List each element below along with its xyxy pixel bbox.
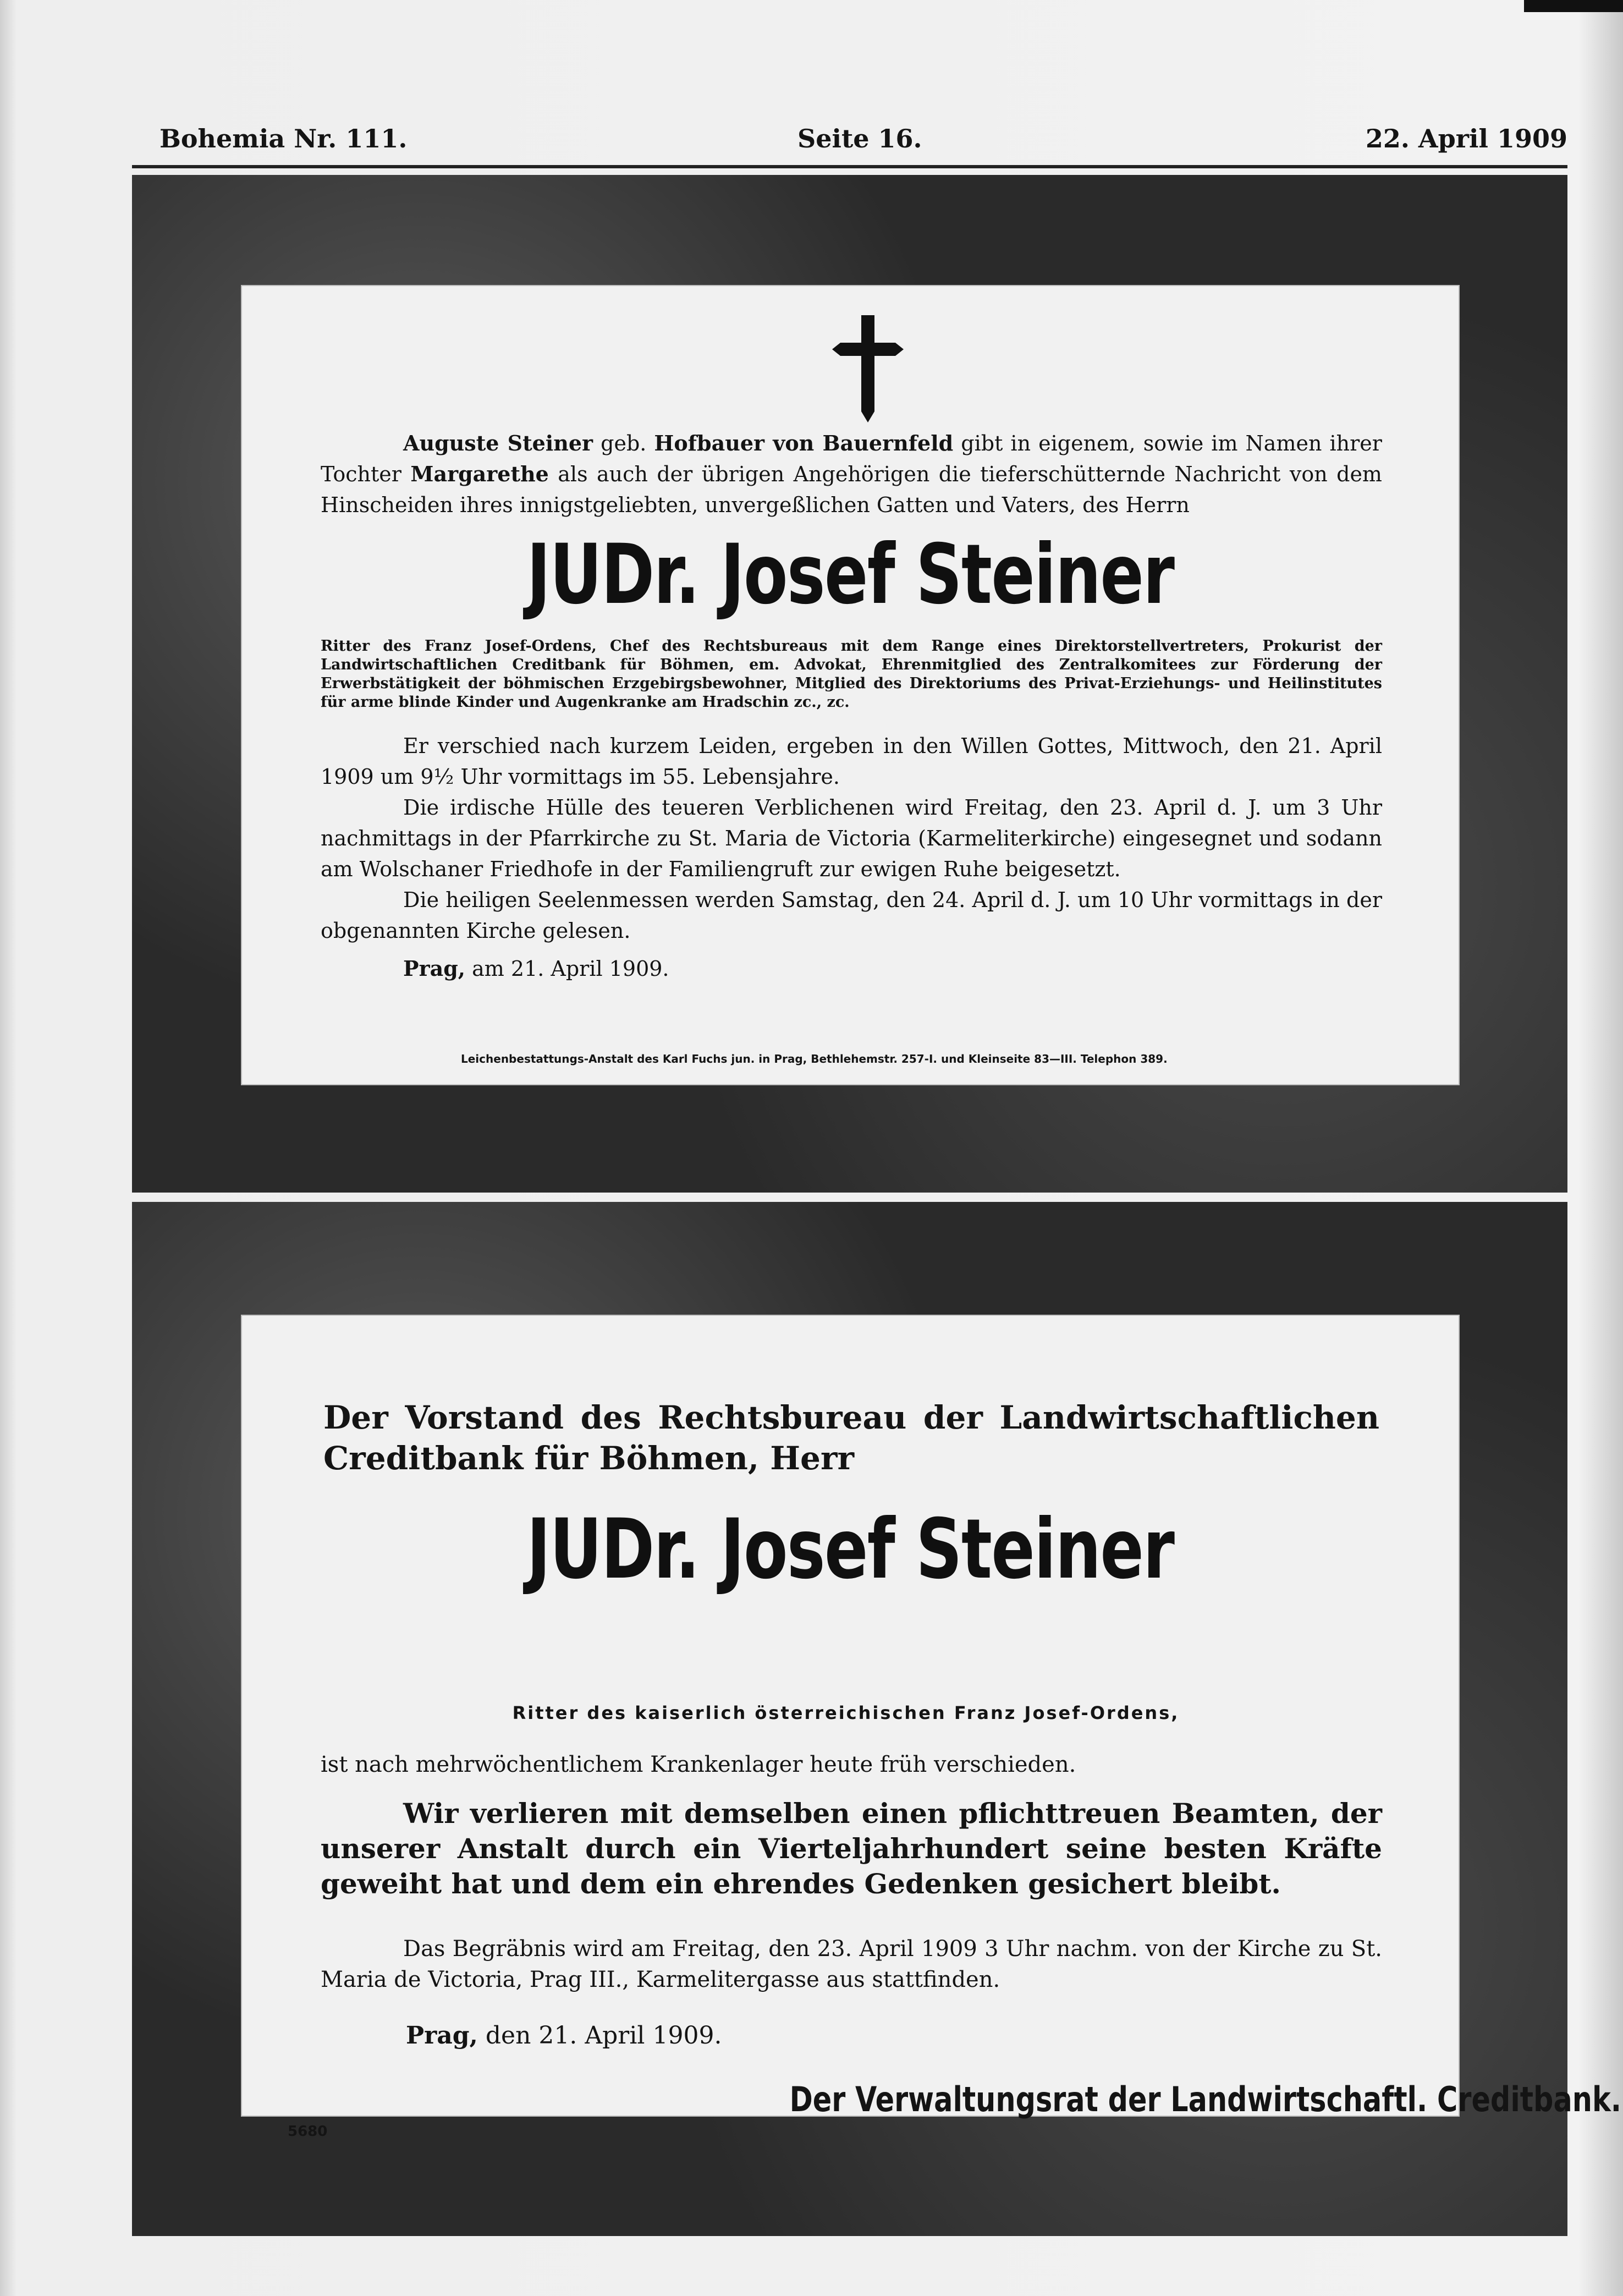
page-header	[159, 118, 1567, 162]
bank-board-heading: Der Vorstand des Rechtsbureau der Landwirtschaftlichen Creditbank für Böhmen, Herr	[323, 1399, 1379, 1477]
tribute-text: Wir verlieren mit demselben einen pflichttreuen Beamten, der unserer Anstalt durch ein Vierteljahrhundert seine besten Kräfte geweiht hat und dem ein ehrendes Gedenken gesichert bleibt.	[321, 1797, 1382, 1900]
obituary-frame-bank	[132, 1202, 1622, 2236]
passing-statement: ist nach mehrwöchentlichem Krankenlager heute früh verschieden.	[321, 1752, 1076, 1777]
bank-signature: Der Verwaltungsrat der Landwirtschaftl. Creditbank.	[789, 2079, 1622, 2119]
bank-place: Prag,	[406, 2022, 478, 2050]
deceased-titles: Ritter des Franz Josef-Ordens, Chef des Rechtsbureaus mit dem Range eines Direktorstellvertreters, Prokurist der Landwirtschaftlichen Creditbank für Böhmen, em. Advokat, Ehrenmitglied des Zentralkomitees zur Förderung der Erwerbstätigkeit der böhmischen Erzgebirgsbewohner, Mitglied des Direktoriums des Privat-Erziehungs- und Heilinstitutes für arme blinde Kinder und Augenkranke am Hradschin zc., zc.	[321, 638, 1382, 711]
funeral-statement: Die irdische Hülle des teueren Verblichenen wird Freitag, den 23. April d. J. um 3 Uhr nachmittags in der Pfarrkirche zu St. Maria de Victoria (Karmeliterkirche) eingesegnet und sodann am Wolschaner Friedhofe in der Familiengruft zur ewigen Ruhe beigesetzt.	[321, 795, 1382, 881]
death-statement: Er verschied nach kurzem Leiden, ergeben in den Willen Gottes, Mittwoch, den 21. April 1909 um 9½ Uhr vormittags im 55. Lebensjahre.	[321, 734, 1382, 789]
family-intro	[321, 428, 1382, 520]
place-date	[403, 953, 898, 984]
intro-text-1: gibt in eigenem, sowie im Namen ihrer Tochter	[321, 431, 1382, 486]
obituary-card-family	[241, 285, 1460, 1085]
bank-date: den 21. April 1909.	[485, 2022, 722, 2050]
undertaker-footer: Leichenbestattungs-Anstalt des Karl Fuchs jun. in Prag, Bethlehemstr. 257-I. und Kleinseite 83—III. Telephon 389.	[461, 1052, 1168, 1065]
order-title: Ritter des kaiserlich österreichischen Franz Josef-Ordens,	[512, 1702, 1180, 1723]
maiden-name: Hofbauer von Bauernfeld	[654, 431, 954, 455]
death-paragraph	[321, 730, 1382, 946]
deceased-name: JUDr. Josef Steiner	[526, 527, 1174, 623]
ad-number: 5680	[288, 2123, 328, 2140]
latin-cross-icon	[824, 315, 912, 425]
header-rule	[132, 165, 1567, 168]
header-page-number: Seite 16.	[797, 124, 922, 153]
header-date: 22. April 1909	[1365, 124, 1567, 153]
header-newspaper-issue: Bohemia Nr. 111.	[159, 124, 408, 153]
burial-text: Das Begräbnis wird am Freitag, den 23. April 1909 3 Uhr nachm. von der Kirche zu St. Maria de Victoria, Prag III., Karmelitergasse aus stattfinden.	[321, 1936, 1382, 1992]
daughter-name: Margarethe	[410, 462, 549, 486]
place: Prag,	[403, 956, 466, 981]
tribute-statement	[321, 1796, 1382, 1902]
date: am 21. April 1909.	[472, 957, 669, 981]
bank-deceased-name: JUDr. Josef Steiner	[526, 1502, 1174, 1597]
intro-text-2: als auch der übrigen Angehörigen die tieferschütternde Nachricht von dem Hinscheiden ihres innigstgeliebten, unvergeßlichen Gatten und Vaters, des Herrn	[321, 462, 1382, 517]
burial-statement	[321, 1934, 1382, 1995]
born-label: geb.	[601, 431, 647, 455]
bank-place-date	[406, 2022, 722, 2050]
obituary-card-bank	[241, 1315, 1622, 2140]
widow-name: Auguste Steiner	[403, 431, 593, 455]
mass-statement: Die heiligen Seelenmessen werden Samstag, den 24. April d. J. um 10 Uhr vormittags in der obgenannten Kirche gelesen.	[321, 888, 1382, 943]
obituary-frame-family	[132, 175, 1567, 1193]
